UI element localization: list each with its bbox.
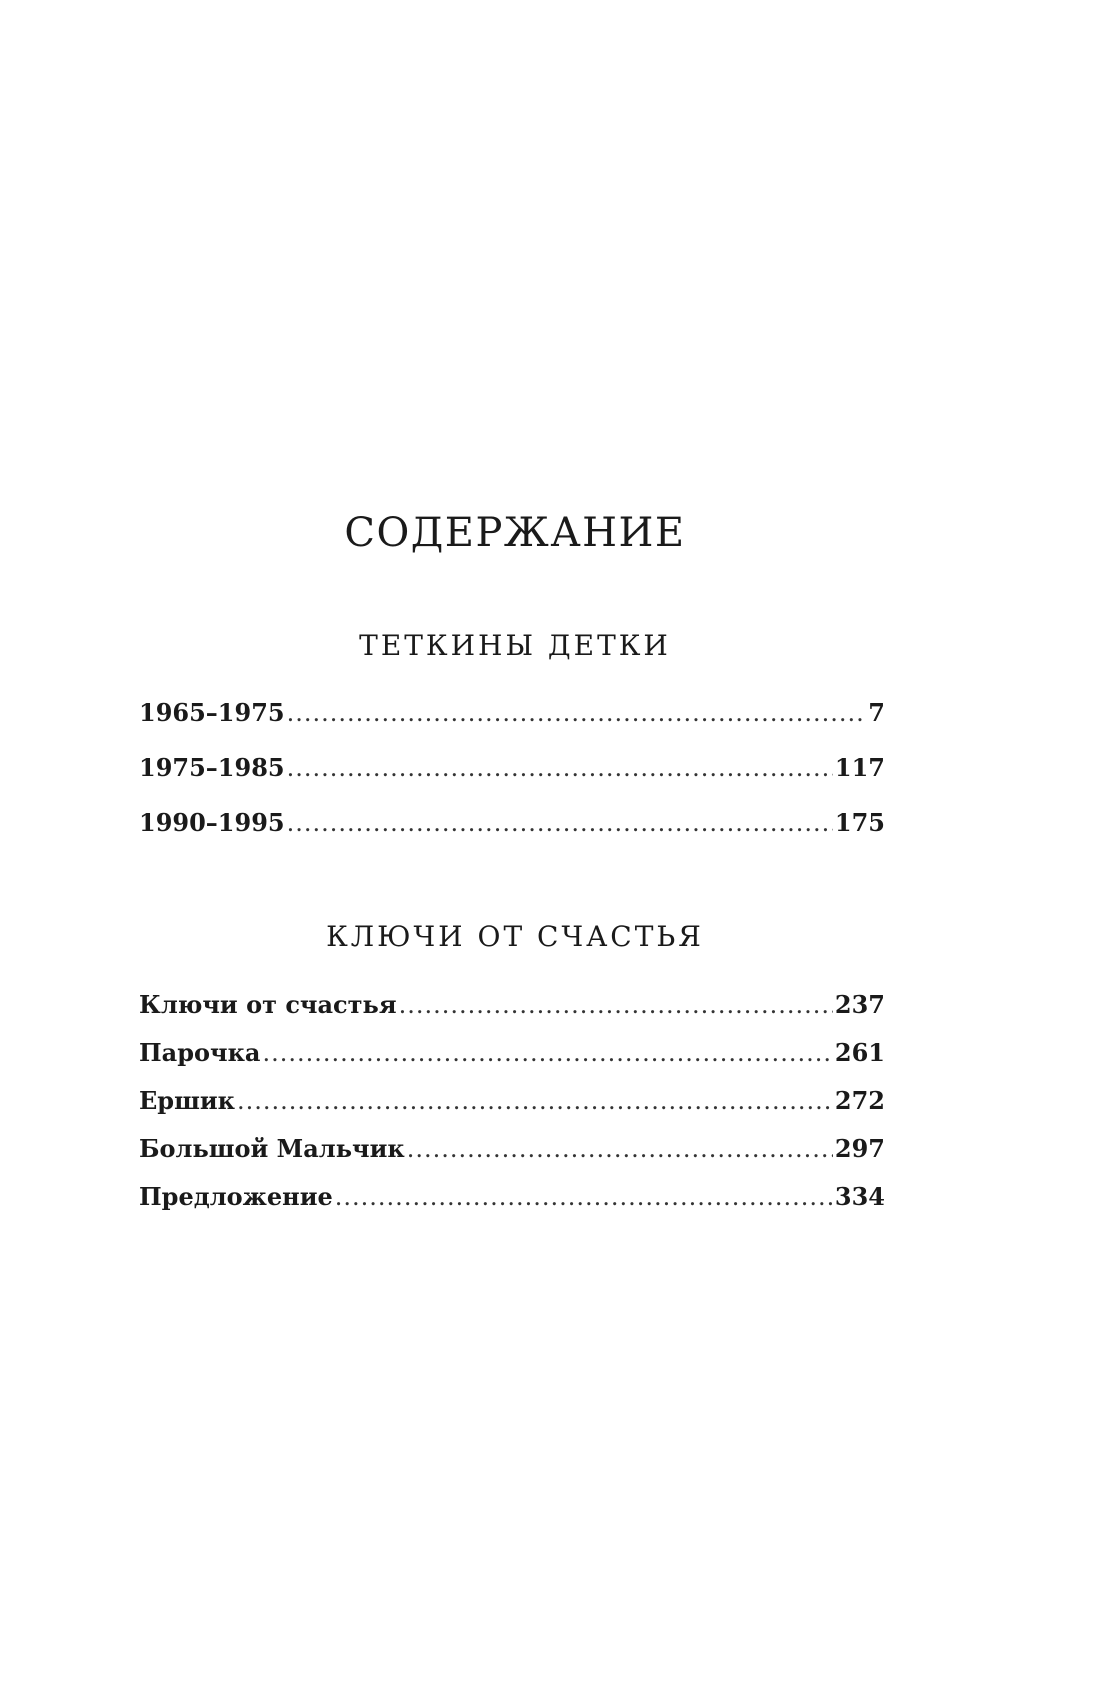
toc-entry-label: Большой Мальчик (139, 1134, 405, 1163)
toc-entry (139, 753, 885, 808)
toc-entry-page: 297 (834, 1134, 885, 1163)
toc-entry (139, 698, 885, 753)
toc-entry-label: 1965–1975 (139, 698, 285, 727)
toc-entry-label: Ключи от счастья (139, 990, 397, 1019)
toc-entry (139, 808, 885, 863)
toc-entry-label: 1990–1995 (139, 808, 285, 837)
toc-entry (139, 1086, 885, 1134)
dot-leader (335, 1183, 833, 1211)
dot-leader (262, 1039, 832, 1067)
dot-leader (287, 699, 867, 727)
dot-leader (237, 1087, 833, 1115)
toc-list-section-2 (139, 990, 885, 1230)
toc-entry (139, 1182, 885, 1230)
dot-leader (287, 809, 833, 837)
toc-list-section-1 (139, 698, 885, 863)
toc-entry-page: 7 (868, 698, 885, 727)
dot-leader (287, 754, 833, 782)
toc-entry-label: Ершик (139, 1086, 235, 1115)
section-title-klyuchi-ot-schastya: КЛЮЧИ ОТ СЧАСТЬЯ (326, 920, 704, 953)
toc-entry-label: Предложение (139, 1182, 333, 1211)
toc-entry-label: Парочка (139, 1038, 261, 1067)
dot-leader (407, 1135, 833, 1163)
toc-entry-page: 261 (834, 1038, 885, 1067)
toc-entry (139, 1134, 885, 1182)
page-title: СОДЕРЖАНИЕ (344, 510, 686, 556)
section-title-tetkiny-detki: ТЕТКИНЫ ДЕТКИ (359, 629, 671, 662)
toc-entry-page: 272 (834, 1086, 885, 1115)
toc-entry-page: 117 (834, 753, 885, 782)
toc-entry-page: 237 (834, 990, 885, 1019)
toc-entry (139, 1038, 885, 1086)
toc-entry-label: 1975–1985 (139, 753, 285, 782)
toc-entry-page: 175 (834, 808, 885, 837)
dot-leader (399, 991, 833, 1019)
toc-entry-page: 334 (834, 1182, 885, 1211)
toc-entry (139, 990, 885, 1038)
